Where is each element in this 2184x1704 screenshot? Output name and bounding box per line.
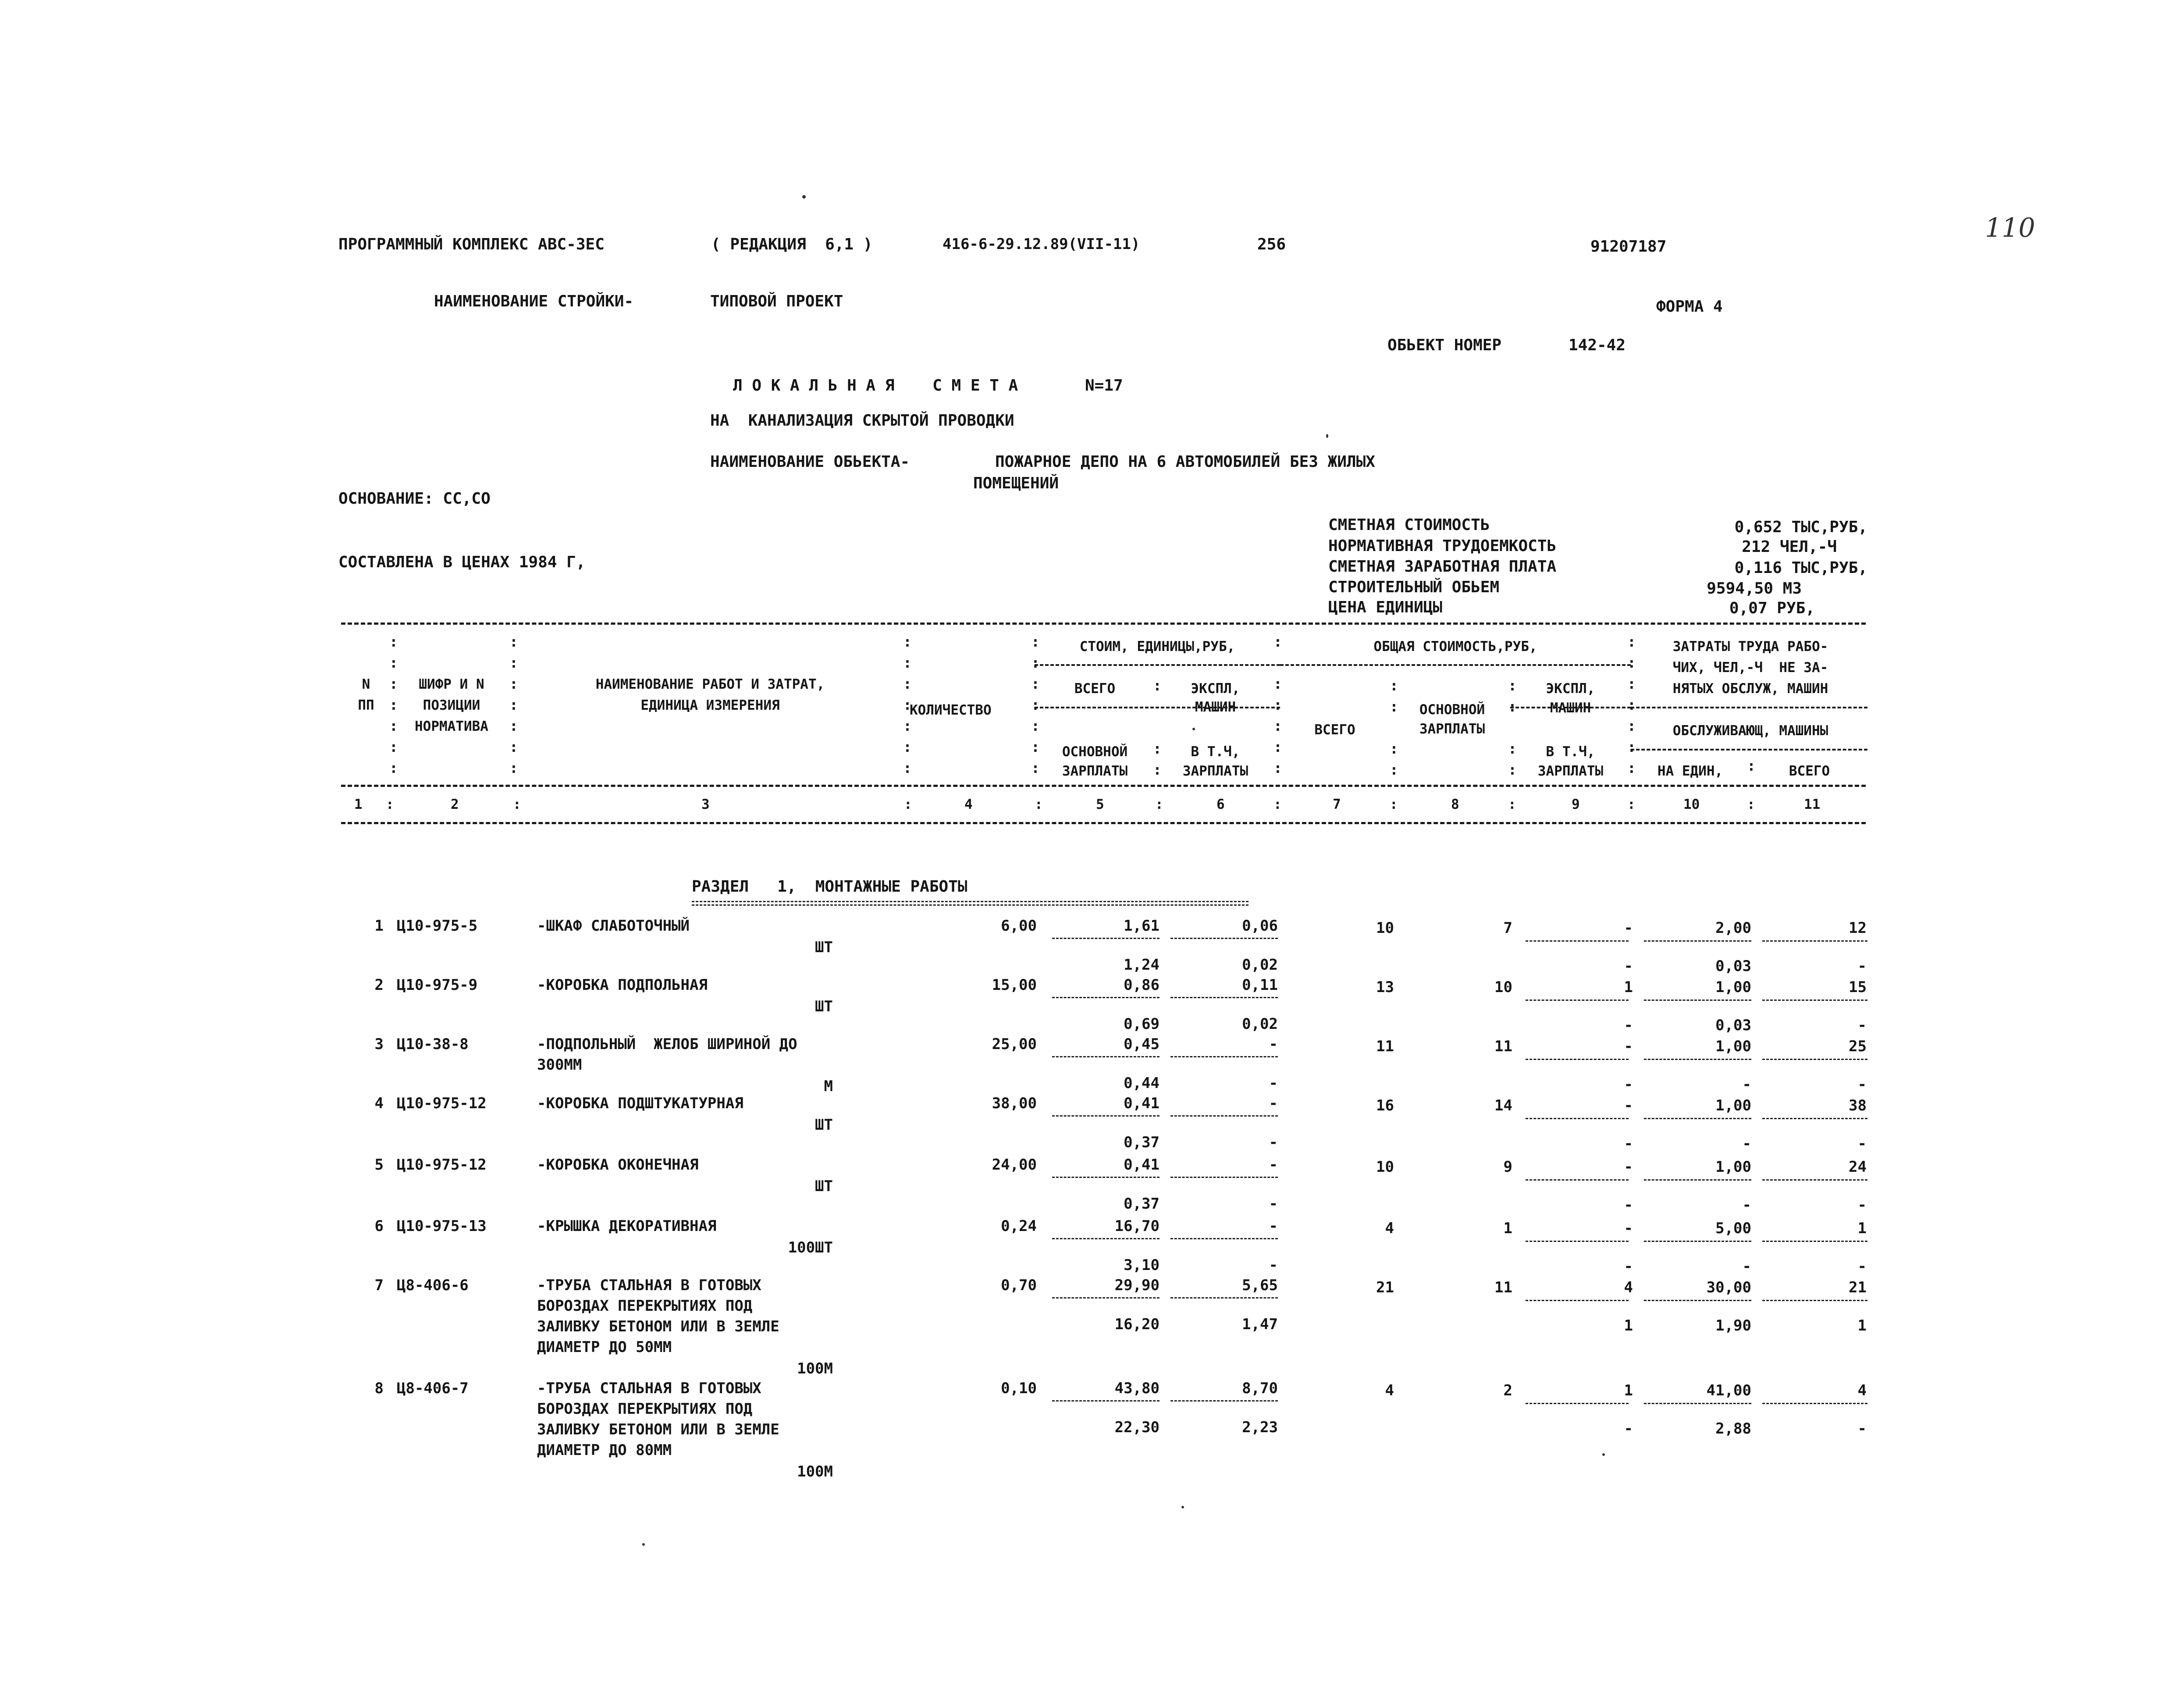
header-code: ШИФР И N: [419, 676, 484, 692]
row-total-machines: -: [1624, 919, 1633, 937]
row-labor-total: 24: [1849, 1158, 1867, 1176]
summary-value: 0,116 ТЫС,РУБ,: [1734, 559, 1867, 577]
sheet-number: 110: [1985, 213, 2035, 243]
column-separator: :: [1747, 757, 1756, 774]
row-unit-incl-wage: -: [1269, 1134, 1278, 1151]
row-unit: ШТ: [815, 998, 833, 1015]
header-labor-per-unit: НА ЕДИН,: [1657, 763, 1723, 779]
row-subrule: [1526, 1059, 1629, 1060]
row-unit-base-wage: 0,69: [1124, 1015, 1160, 1033]
document-subtitle: НА КАНАЛИЗАЦИЯ СКРЫТОЙ ПРОВОДКИ: [710, 412, 1014, 430]
row-total-base-wage: 7: [1503, 919, 1512, 937]
row-unit-cost-total: 0,45: [1124, 1035, 1160, 1053]
row-unit-cost-total: 1,61: [1124, 917, 1160, 935]
row-subrule: [1052, 938, 1160, 939]
row-unit-cost-machines: -: [1269, 1035, 1278, 1053]
column-number: 7: [1333, 797, 1341, 812]
document-code: 91207187: [1590, 238, 1667, 256]
row-subrule: [1052, 1177, 1160, 1178]
row-subrule: [1644, 940, 1751, 942]
handwritten-code: 416-6-29.12.89(VII-11): [943, 235, 1140, 253]
row-number: 5: [374, 1156, 384, 1174]
column-separator: : : : :: [1390, 677, 1398, 778]
header-total-machines: ЭКСПЛ,: [1546, 681, 1595, 697]
header-total-base-wage: ОСНОВНОЙ: [1419, 702, 1485, 718]
row-subrule: [1526, 1118, 1629, 1119]
edition: ( РЕДАКЦИЯ 6,1 ): [711, 235, 873, 253]
row-total-incl-wage: -: [1624, 1135, 1633, 1153]
row-labor-per-unit-machines: 1,90: [1715, 1317, 1751, 1334]
column-number: 9: [1572, 797, 1580, 812]
row-total: 4: [1385, 1382, 1394, 1399]
column-separator: : : : : : :: [1273, 633, 1282, 776]
summary-label: НОРМАТИВНАЯ ТРУДОЕМКОСТЬ: [1328, 537, 1557, 555]
row-quantity: 0,24: [1001, 1217, 1037, 1235]
scan-speck: [1181, 1506, 1184, 1508]
header-labor: ЧИХ, ЧЕЛ,-Ч НЕ ЗА-: [1672, 660, 1828, 676]
row-unit-cost-total: 0,41: [1124, 1156, 1160, 1174]
row-unit-cost-total: 43,80: [1114, 1380, 1160, 1397]
column-number: 3: [701, 797, 710, 812]
row-total-base-wage: 2: [1503, 1382, 1512, 1399]
row-subrule: [1170, 1177, 1278, 1178]
row-total: 21: [1376, 1279, 1394, 1296]
column-number: 4: [964, 797, 973, 812]
row-labor-total-machines: -: [1857, 1196, 1867, 1214]
row-labor-total: 4: [1857, 1382, 1867, 1399]
column-separator: :: [1747, 797, 1755, 812]
section-title: РАЗДЕЛ 1, МОНТАЖНЫЕ РАБОТЫ: [692, 878, 968, 896]
column-number: 2: [451, 797, 459, 812]
row-subrule: [1526, 1000, 1629, 1001]
header-total-all: ВСЕГО: [1314, 722, 1355, 738]
row-subrule: [1170, 1238, 1278, 1239]
row-labor-per-unit-machines: -: [1742, 1135, 1751, 1153]
row-labor-total: 15: [1849, 978, 1867, 996]
row-labor-per-unit: 41,00: [1706, 1382, 1751, 1399]
summary-value: 0,07 РУБ,: [1729, 599, 1815, 617]
row-subrule: [1762, 1403, 1867, 1404]
row-unit-incl-wage: -: [1269, 1256, 1278, 1274]
row-code: Ц10-975-9: [397, 976, 478, 994]
row-labor-per-unit: 5,00: [1715, 1220, 1751, 1237]
row-unit-base-wage: 1,24: [1124, 956, 1160, 974]
header-total-machines: МАШИН: [1550, 700, 1591, 716]
row-labor-per-unit: 1,00: [1715, 1097, 1751, 1114]
row-total-machines: 1: [1624, 978, 1633, 996]
header-work-name: НАИМЕНОВАНИЕ РАБОТ И ЗАТРАТ,: [595, 676, 825, 692]
row-quantity: 24,00: [992, 1156, 1037, 1174]
row-unit: 100ШТ: [788, 1239, 833, 1256]
row-labor-per-unit-machines: -: [1742, 1258, 1751, 1275]
row-labor-total-machines: 1: [1857, 1317, 1867, 1334]
row-labor-per-unit-machines: -: [1742, 1196, 1751, 1214]
column-separator: :: [1035, 797, 1043, 812]
row-work-name: БОРОЗДАХ ПЕРЕКРЫТИЯХ ПОД: [537, 1297, 753, 1315]
row-unit-base-wage: 3,10: [1124, 1256, 1160, 1274]
row-subrule: [1052, 1115, 1160, 1117]
row-subrule: [1762, 940, 1867, 942]
header-labor-total: ВСЕГО: [1789, 763, 1830, 779]
column-number: 8: [1451, 797, 1459, 812]
row-total-incl-wage: -: [1624, 1420, 1633, 1437]
row-work-name: -ПОДПОЛЬНЫЙ ЖЕЛОБ ШИРИНОЙ ДО: [537, 1035, 797, 1053]
row-code: Ц10-38-8: [397, 1035, 469, 1053]
column-number: 10: [1683, 797, 1700, 812]
row-total-incl-wage: -: [1624, 957, 1633, 975]
row-unit-cost-machines: -: [1269, 1217, 1278, 1235]
row-total: 16: [1376, 1097, 1394, 1114]
summary-label: СТРОИТЕЛЬНЫЙ ОБЬЕМ: [1328, 578, 1500, 596]
header-n: ПП: [358, 697, 374, 713]
column-separator: :: [1273, 797, 1282, 812]
section-underline: [692, 901, 1249, 902]
row-subrule: [1170, 1297, 1278, 1298]
row-code: Ц10-975-12: [397, 1156, 487, 1174]
row-total-machines: 4: [1624, 1279, 1633, 1296]
row-code: Ц10-975-5: [397, 917, 478, 935]
row-quantity: 15,00: [992, 976, 1037, 994]
summary-label: ЦЕНА ЕДИНИЦЫ: [1328, 598, 1443, 616]
row-number: 6: [374, 1217, 384, 1235]
header-total-base-wage: ЗАРПЛАТЫ: [1419, 721, 1485, 737]
row-subrule: [1762, 1241, 1867, 1242]
row-total-base-wage: 11: [1494, 1038, 1512, 1055]
row-unit: ШТ: [815, 1116, 833, 1134]
row-total-incl-wage: -: [1624, 1076, 1633, 1093]
column-separator: : : : : : : :: [389, 633, 398, 776]
row-labor-total-machines: -: [1857, 1420, 1867, 1437]
row-total: 4: [1385, 1220, 1394, 1237]
row-number: 8: [374, 1380, 384, 1397]
column-number: 1: [354, 797, 363, 812]
row-total-base-wage: 14: [1494, 1097, 1512, 1114]
row-work-name: -ТРУБА СТАЛЬНАЯ В ГОТОВЫХ: [537, 1277, 761, 1294]
column-separator: : : : : : : :: [1627, 633, 1636, 776]
column-separator: :: [1508, 797, 1516, 812]
column-separator: :: [1155, 797, 1163, 812]
header-quantity: КОЛИЧЕСТВО: [910, 702, 992, 718]
row-subrule: [1644, 1179, 1751, 1181]
row-labor-total-machines: -: [1857, 957, 1867, 975]
summary-value: 9594,50 М3: [1707, 580, 1802, 598]
document-title: Л О К А Л Ь Н А Я С М Е Т А: [733, 377, 1018, 395]
row-subrule: [1052, 1400, 1160, 1402]
row-work-name: -ТРУБА СТАЛЬНАЯ В ГОТОВЫХ: [537, 1380, 761, 1397]
row-labor-total: 1: [1857, 1220, 1867, 1237]
row-total-base-wage: 9: [1503, 1158, 1512, 1176]
price-level: СОСТАВЛЕНА В ЦЕНАХ 1984 Г,: [338, 553, 586, 571]
column-separator: :: [1390, 797, 1398, 812]
row-subrule: [1644, 1403, 1751, 1404]
header-unit-machines: МАШИН: [1195, 699, 1236, 715]
row-total-machines: -: [1624, 1220, 1633, 1237]
row-labor-per-unit: 1,00: [1715, 1158, 1751, 1176]
row-total-incl-wage: 1: [1624, 1317, 1633, 1334]
row-number: 1: [374, 917, 384, 935]
row-labor-total-machines: -: [1857, 1076, 1867, 1093]
row-labor-total-machines: -: [1857, 1258, 1867, 1275]
summary-value: 0,652 ТЫС,РУБ,: [1734, 518, 1867, 536]
header-unit-cost: СТОИМ, ЕДИНИЦЫ,РУБ,: [1079, 639, 1235, 655]
row-work-name: -ШКАФ СЛАБОТОЧНЫЙ: [537, 917, 690, 935]
row-code: Ц10-975-12: [397, 1095, 487, 1112]
row-labor-per-unit: 2,00: [1715, 919, 1751, 937]
header-unit-total: ВСЕГО: [1074, 681, 1116, 697]
object-number-value: 142-42: [1569, 336, 1626, 354]
row-unit-cost-machines: 5,65: [1242, 1277, 1278, 1294]
row-unit-base-wage: 0,44: [1124, 1074, 1160, 1092]
row-subrule: [1526, 1179, 1629, 1181]
header-unit-incl-wage: ЗАРПЛАТЫ: [1182, 763, 1249, 779]
row-labor-total: 21: [1849, 1279, 1867, 1296]
row-total-machines: -: [1624, 1097, 1633, 1114]
row-subrule: [1762, 1118, 1867, 1119]
row-unit-cost-machines: 0,06: [1242, 917, 1278, 935]
header-subrule: [1035, 664, 1280, 666]
row-labor-total: 12: [1849, 919, 1867, 937]
row-unit-cost-machines: 0,11: [1242, 976, 1278, 994]
row-number: 2: [374, 976, 384, 994]
row-number: 7: [374, 1277, 384, 1294]
row-total-machines: 1: [1624, 1382, 1633, 1399]
scan-speck: [1602, 1453, 1605, 1456]
row-unit-incl-wage: 0,02: [1242, 956, 1278, 974]
section-underline: [692, 904, 1249, 906]
row-work-name: ДИАМЕТР ДО 80ММ: [537, 1441, 672, 1459]
column-separator: :: [386, 797, 394, 812]
header-unit-base-wage: ОСНОВНОЙ: [1062, 744, 1128, 760]
row-quantity: 0,70: [1001, 1277, 1037, 1294]
row-unit-incl-wage: -: [1269, 1074, 1278, 1092]
header-subrule: [1280, 664, 1631, 666]
row-number: 4: [374, 1095, 384, 1112]
header-work-name: ЕДИНИЦА ИЗМЕРЕНИЯ: [640, 697, 780, 713]
row-unit: М: [824, 1078, 833, 1095]
header-subrule: [1631, 749, 1867, 751]
row-subrule: [1526, 1403, 1629, 1404]
summary-label: СМЕТНАЯ ЗАРАБОТНАЯ ПЛАТА: [1328, 558, 1557, 576]
row-unit: ШТ: [815, 1178, 833, 1195]
header-labor: НЯТЫХ ОБСЛУЖ, МАШИН: [1672, 681, 1828, 697]
row-work-name: 300ММ: [537, 1056, 582, 1074]
row-unit-cost-total: 16,70: [1114, 1217, 1160, 1235]
row-subrule: [1762, 1000, 1867, 1001]
row-subrule: [1644, 1059, 1751, 1060]
row-subrule: [1526, 1300, 1629, 1301]
construction-label: НАИМЕНОВАНИЕ СТРОЙКИ-: [434, 292, 634, 310]
row-total-incl-wage: -: [1624, 1258, 1633, 1275]
row-work-name: ЗАЛИВКУ БЕТОНОМ ИЛИ В ЗЕМЛЕ: [537, 1421, 779, 1438]
row-subrule: [1762, 1059, 1867, 1060]
header-unit-incl-wage: В Т.Ч,: [1191, 744, 1240, 760]
header-total-incl-wage: ЗАРПЛАТЫ: [1537, 763, 1604, 779]
row-code: Ц8-406-6: [397, 1277, 469, 1294]
row-unit-incl-wage: 0,02: [1242, 1015, 1278, 1033]
row-subrule: [1762, 1300, 1867, 1301]
column-separator: :: [513, 797, 521, 812]
row-work-name: ЗАЛИВКУ БЕТОНОМ ИЛИ В ЗЕМЛЕ: [537, 1318, 779, 1335]
row-unit-incl-wage: 2,23: [1242, 1419, 1278, 1436]
row-unit-cost-machines: -: [1269, 1095, 1278, 1112]
header-unit-base-wage: ЗАРПЛАТЫ: [1062, 763, 1128, 779]
row-labor-per-unit-machines: 0,03: [1715, 957, 1751, 975]
row-subrule: [1762, 1179, 1867, 1181]
row-unit-cost-total: 29,90: [1114, 1277, 1160, 1294]
row-subrule: [1052, 1238, 1160, 1239]
row-quantity: 6,00: [1001, 917, 1037, 935]
row-unit-cost-total: 0,86: [1124, 976, 1160, 994]
row-code: Ц10-975-13: [397, 1217, 487, 1235]
row-work-name: -КОРОБКА ПОДШТУКАТУРНАЯ: [537, 1095, 743, 1112]
column-number: 5: [1096, 797, 1104, 812]
header-code: ПОЗИЦИИ: [423, 697, 480, 713]
row-subrule: [1644, 1000, 1751, 1001]
row-work-name: ДИАМЕТР ДО 50ММ: [537, 1338, 672, 1356]
row-unit-base-wage: 22,30: [1114, 1419, 1160, 1436]
row-work-name: -КРЫШКА ДЕКОРАТИВНАЯ: [537, 1217, 717, 1235]
row-work-name: -КОРОБКА ПОДПОЛЬНАЯ: [537, 976, 708, 994]
column-separator: :: [1627, 797, 1636, 812]
row-labor-per-unit: 1,00: [1715, 978, 1751, 996]
row-unit-cost-machines: 8,70: [1242, 1380, 1278, 1397]
column-number-rule: [341, 785, 1866, 787]
row-subrule: [1526, 940, 1629, 942]
row-total: 13: [1376, 978, 1394, 996]
row-subrule: [1644, 1118, 1751, 1119]
row-total-base-wage: 10: [1494, 978, 1512, 996]
row-quantity: 0,10: [1001, 1380, 1037, 1397]
row-subrule: [1170, 1056, 1278, 1057]
row-total-incl-wage: -: [1624, 1017, 1633, 1034]
row-subrule: [1170, 1400, 1278, 1402]
object-name-label: НАИМЕНОВАНИЕ ОБЬЕКТА-: [710, 453, 910, 471]
row-labor-per-unit: 1,00: [1715, 1038, 1751, 1055]
program-name: ПРОГРАММНЫЙ КОМПЛЕКС АВС-ЗЕС: [338, 235, 605, 253]
row-total: 10: [1376, 919, 1394, 937]
column-separator: : : : : : : :: [1031, 633, 1040, 776]
row-total-incl-wage: -: [1624, 1196, 1633, 1214]
row-subrule: [1644, 1300, 1751, 1301]
row-subrule: [1052, 1297, 1160, 1298]
row-subrule: [1644, 1241, 1751, 1242]
row-unit-base-wage: 0,37: [1124, 1195, 1160, 1213]
column-separator: : : :: [1153, 677, 1162, 778]
row-unit-base-wage: 16,20: [1114, 1316, 1160, 1333]
row-unit-cost-total: 0,41: [1124, 1095, 1160, 1112]
scan-speck: [802, 195, 806, 199]
column-separator: : : : : : : :: [509, 633, 518, 776]
row-labor-total-machines: -: [1857, 1135, 1867, 1153]
row-labor-per-unit-machines: 0,03: [1715, 1017, 1751, 1034]
row-total-machines: -: [1624, 1158, 1633, 1176]
row-quantity: 38,00: [992, 1095, 1037, 1112]
row-labor-total-machines: -: [1857, 1017, 1867, 1034]
row-unit-incl-wage: 1,47: [1242, 1316, 1278, 1333]
header-total-cost: ОБЩАЯ СТОИМОСТЬ,РУБ,: [1373, 639, 1537, 655]
row-work-name: БОРОЗДАХ ПЕРЕКРЫТИЯХ ПОД: [537, 1400, 753, 1418]
row-subrule: [1052, 997, 1160, 998]
row-subrule: [1170, 938, 1278, 939]
scan-speck: [1192, 728, 1195, 730]
row-unit: ШТ: [815, 939, 833, 956]
object-name-line2: ПОМЕЩЕНИЙ: [973, 474, 1059, 492]
form-label: ФОРМА 4: [1656, 298, 1723, 316]
column-separator: : : : :: [1508, 677, 1517, 778]
row-total: 11: [1376, 1038, 1394, 1055]
row-subrule: [1526, 1241, 1629, 1242]
row-code: Ц8-406-7: [397, 1380, 469, 1397]
row-labor-per-unit: 30,00: [1706, 1279, 1751, 1296]
construction-value: ТИПОВОЙ ПРОЕКТ: [710, 292, 843, 310]
row-labor-total: 25: [1849, 1038, 1867, 1055]
column-number: 11: [1804, 797, 1821, 812]
scan-speck: [642, 1543, 645, 1546]
header-subrule: [1631, 707, 1867, 708]
basis: ОСНОВАНИЕ: СС,СО: [338, 490, 491, 508]
row-total-base-wage: 1: [1503, 1220, 1512, 1237]
row-labor-per-unit-machines: 2,88: [1715, 1420, 1751, 1437]
column-number: 6: [1216, 797, 1225, 812]
object-number-label: ОБЬЕКТ НОМЕР: [1387, 336, 1502, 354]
row-labor-per-unit-machines: -: [1742, 1076, 1751, 1093]
row-quantity: 25,00: [992, 1035, 1037, 1053]
page-number: 256: [1257, 235, 1286, 253]
header-labor-service: ОБСЛУЖИВАЮЩ, МАШИНЫ: [1672, 723, 1828, 739]
row-total: 10: [1376, 1158, 1394, 1176]
header-labor: ЗАТРАТЫ ТРУДА РАБО-: [1672, 639, 1828, 655]
scan-speck: [1326, 434, 1328, 438]
row-number: 3: [374, 1035, 384, 1053]
column-separator: :: [904, 797, 912, 812]
header-unit-machines: ЭКСПЛ,: [1191, 681, 1240, 697]
row-unit-incl-wage: -: [1269, 1195, 1278, 1213]
table-top-rule: [341, 623, 1866, 625]
row-unit-base-wage: 0,37: [1124, 1134, 1160, 1151]
row-unit: 100М: [797, 1463, 833, 1480]
summary-value: 212 ЧЕЛ,-Ч: [1742, 538, 1837, 556]
column-separator: : : : : : : :: [903, 633, 912, 776]
row-subrule: [1170, 1115, 1278, 1117]
row-unit: 100М: [797, 1360, 833, 1377]
header-code: НОРМАТИВА: [415, 719, 488, 734]
row-total-base-wage: 11: [1494, 1279, 1512, 1296]
row-unit-cost-machines: -: [1269, 1156, 1278, 1174]
header-n: N: [362, 676, 370, 692]
row-work-name: -КОРОБКА ОКОНЕЧНАЯ: [537, 1156, 699, 1174]
row-labor-total: 38: [1849, 1097, 1867, 1114]
row-subrule: [1052, 1056, 1160, 1057]
table-header-bottom-rule: [341, 822, 1866, 824]
header-total-incl-wage: В Т.Ч,: [1546, 744, 1595, 760]
document-title-number: N=17: [1085, 377, 1123, 395]
row-total-machines: -: [1624, 1038, 1633, 1055]
row-subrule: [1170, 997, 1278, 998]
summary-label: СМЕТНАЯ СТОИМОСТЬ: [1328, 516, 1490, 534]
object-name-line1: ПОЖАРНОЕ ДЕПО НА 6 АВТОМОБИЛЕЙ БЕЗ ЖИЛЫХ: [995, 453, 1375, 471]
